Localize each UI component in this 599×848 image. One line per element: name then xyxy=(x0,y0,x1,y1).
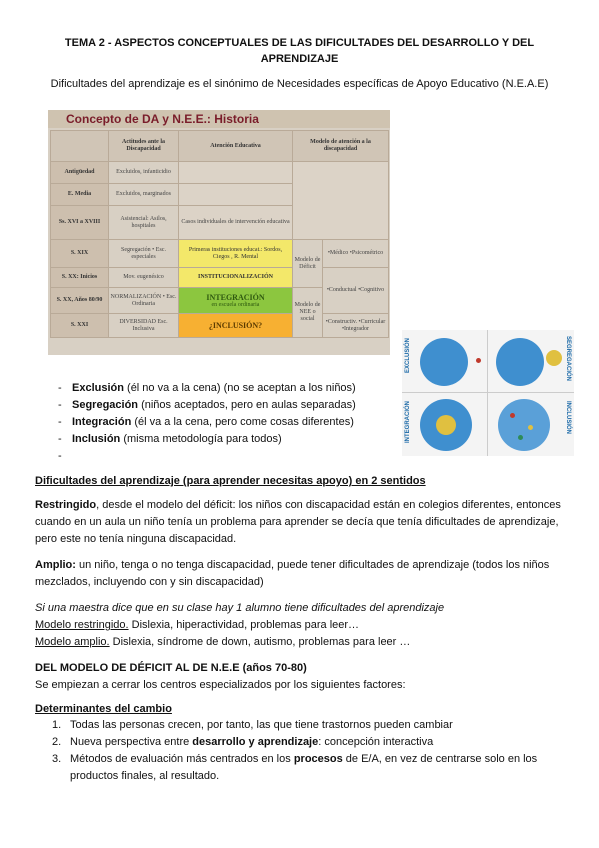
attention-cell: ¿INCLUSIÓN? xyxy=(179,314,293,338)
list-item-term: Segregación xyxy=(72,399,139,411)
list-item-text: (misma metodología para todos) xyxy=(120,433,282,445)
list-item-text: de E/A, en vez de centrarse solo en los productos finales, al resultado. xyxy=(70,753,538,782)
example-block xyxy=(35,600,565,651)
model-list xyxy=(58,380,388,465)
era-cell: S. XXI xyxy=(51,314,109,338)
model-cell-empty xyxy=(293,162,389,240)
attention-cell: INSTITUCIONALIZACIÓN xyxy=(179,268,293,288)
table-row xyxy=(51,314,389,338)
amplio-text: un niño, tenga o no tenga discapacidad, puede tener dificultades de aprendizaje (todos los niños mezclados, incluyendo con y sin discapacidad) xyxy=(35,559,550,588)
era-cell: Antigüedad xyxy=(51,162,109,184)
bullet-dash: - xyxy=(58,416,62,428)
segregation-circle xyxy=(496,338,544,386)
section2-text: Se empiezan a cerrar los centros especializados por los siguientes factores: xyxy=(35,679,406,691)
person-icon xyxy=(528,425,533,430)
model-deficit-items: •Médico •Psicométrico xyxy=(323,240,389,268)
restringido-term: Restringido xyxy=(35,499,97,511)
list-item-term: Inclusión xyxy=(72,433,121,445)
attitude-cell: Excluidos, marginados xyxy=(109,184,179,206)
list-item-bold: desarrollo y aprendizaje xyxy=(192,736,319,748)
integrated-group-circle xyxy=(436,415,456,435)
list-number: 2. xyxy=(52,736,62,748)
amplio-term: Amplio: xyxy=(35,559,76,571)
segregation-quadrant xyxy=(488,330,574,393)
person-icon xyxy=(518,435,523,440)
integration-quadrant xyxy=(402,393,488,456)
table-row xyxy=(51,162,389,184)
attention-cell xyxy=(179,184,293,206)
list-item xyxy=(58,448,388,465)
attitude-cell: DIVERSIDAD Esc. Inclusiva xyxy=(109,314,179,338)
inclusion-circles-figure xyxy=(402,330,574,456)
segregated-group-circle xyxy=(546,350,562,366)
list-item-term: Integración xyxy=(72,416,132,428)
era-cell: S. XX, Años 80/90 xyxy=(51,288,109,314)
list-item xyxy=(58,431,388,448)
attention-main: INTEGRACIÓN xyxy=(206,292,265,302)
inclusion-circle xyxy=(498,399,550,451)
model-nee-cell: Modelo de NEE o social xyxy=(293,288,323,338)
list-item xyxy=(58,380,388,397)
determinantes-heading: Determinantes del cambio xyxy=(35,703,172,715)
era-cell: S. XIX xyxy=(51,240,109,268)
inclusion-label: INCLUSIÓN xyxy=(565,401,571,434)
list-number: 1. xyxy=(52,719,62,731)
page-title: TEMA 2 - ASPECTOS CONCEPTUALES DE LAS DIFICULTADES DEL DESARROLLO Y DEL APRENDIZAJE xyxy=(64,37,535,65)
modelo-amplio-label: Modelo amplio. xyxy=(35,636,110,648)
list-item xyxy=(58,414,388,431)
bullet-dash: - xyxy=(58,382,62,394)
integration-label: INTEGRACIÓN xyxy=(405,401,411,443)
section-heading-deficit-model: DEL MODELO DE DÉFICIT AL DE N.E.E (años 70-80) xyxy=(35,662,307,674)
bullet-dash: - xyxy=(58,450,62,462)
attitude-cell: NORMALIZACIÓN • Esc. Ordinaria xyxy=(109,288,179,314)
page-subtitle: Dificultades del aprendizaje es el sinónimo de Necesidades específicas de Apoyo Educativo (N.E.A.E) xyxy=(50,78,549,90)
attitude-cell: Mov. eugenésico xyxy=(109,268,179,288)
inclusion-quadrant xyxy=(488,393,574,456)
modelo-amplio-text: Dislexia, síndrome de down, autismo, problemas para leer … xyxy=(109,636,411,648)
model-nee-items-cell: •Constructiv. •Curricular •Integrador xyxy=(323,314,389,338)
table-row xyxy=(51,268,389,288)
attitude-cell: Segregación • Esc. especiales xyxy=(109,240,179,268)
exclusion-circle xyxy=(420,338,468,386)
example-intro: Si una maestra dice que en su clase hay 1 alumno tiene dificultades del aprendizaje xyxy=(35,602,445,614)
history-table-title: Concepto de DA y N.E.E.: Historia xyxy=(48,110,390,128)
modelo-restringido-text: Dislexia, hiperactividad, problemas para leer… xyxy=(128,619,360,631)
list-item-text: (él no va a la cena) (no se aceptan a los niños) xyxy=(123,382,356,394)
restringido-paragraph xyxy=(35,497,565,548)
list-item-text: Todas las personas crecen, por tanto, las que tiene trastornos pueden cambiar xyxy=(70,719,453,731)
list-item-text: (niños aceptados, pero en aulas separadas) xyxy=(138,399,356,411)
excluded-person-icon xyxy=(476,358,481,363)
attention-cell xyxy=(179,288,293,314)
list-item xyxy=(52,751,565,785)
model-nee-items-cell: •Conductual •Cognitivo xyxy=(323,268,389,314)
header-cell: Actitudes ante la Discapacidad xyxy=(109,131,179,162)
exclusion-quadrant xyxy=(402,330,488,393)
segregation-label: SEGREGACIÓN xyxy=(565,336,571,382)
list-item-bold: procesos xyxy=(293,753,343,765)
table-header-row xyxy=(51,131,389,162)
attention-cell: Casos individuales de intervención educativa xyxy=(179,206,293,240)
list-item-text: : concepción interactiva xyxy=(318,736,434,748)
list-item xyxy=(52,717,565,734)
era-cell: S. XX: Inicios xyxy=(51,268,109,288)
list-item-text: Nueva perspectiva entre xyxy=(70,736,193,748)
person-icon xyxy=(510,413,515,418)
header-cell xyxy=(51,131,109,162)
attention-cell xyxy=(179,162,293,184)
restringido-text: , desde el modelo del déficit: los niños con discapacidad están en colegios diferentes, entonces cuando en un aula un niño tenía un problema para aprender se decía que tenía dificultades de aprendizaje, pero este no tenía ninguna discapacidad. xyxy=(35,499,561,545)
header-cell: Atención Educativa xyxy=(179,131,293,162)
list-number: 3. xyxy=(52,753,62,765)
model-deficit-cell: Modelo de Déficit xyxy=(293,240,323,288)
list-item-text: Métodos de evaluación más centrados en los xyxy=(70,753,294,765)
attitude-cell: Asistencial: Asilos, hospitales xyxy=(109,206,179,240)
history-table xyxy=(50,130,389,338)
era-cell: Ss. XVI a XVIII xyxy=(51,206,109,240)
list-item-text: (él va a la cena, pero come cosas diferentes) xyxy=(131,416,354,428)
header-cell: Modelo de atención a la discapacidad xyxy=(293,131,389,162)
modelo-restringido-label: Modelo restringido. xyxy=(35,619,129,631)
attitude-cell: Excluidos, infanticidio xyxy=(109,162,179,184)
section-heading-difficulties: Dificultades del aprendizaje (para aprender necesitas apoyo) en 2 sentidos xyxy=(35,475,426,487)
era-cell: E. Media xyxy=(51,184,109,206)
determinantes-list xyxy=(52,717,565,785)
attention-cell: Primeras instituciones educat.: Sordos, Ciegos , R. Mental xyxy=(179,240,293,268)
bullet-dash: - xyxy=(58,399,62,411)
bullet-dash: - xyxy=(58,433,62,445)
list-item xyxy=(52,734,565,751)
attention-sub: en escuela ordinaria xyxy=(211,301,260,308)
amplio-paragraph xyxy=(35,557,565,591)
exclusion-label: EXCLUSIÓN xyxy=(405,338,411,374)
history-table-figure xyxy=(48,110,390,355)
list-item-term: Exclusión xyxy=(72,382,124,394)
table-row xyxy=(51,240,389,268)
list-item xyxy=(58,397,388,414)
